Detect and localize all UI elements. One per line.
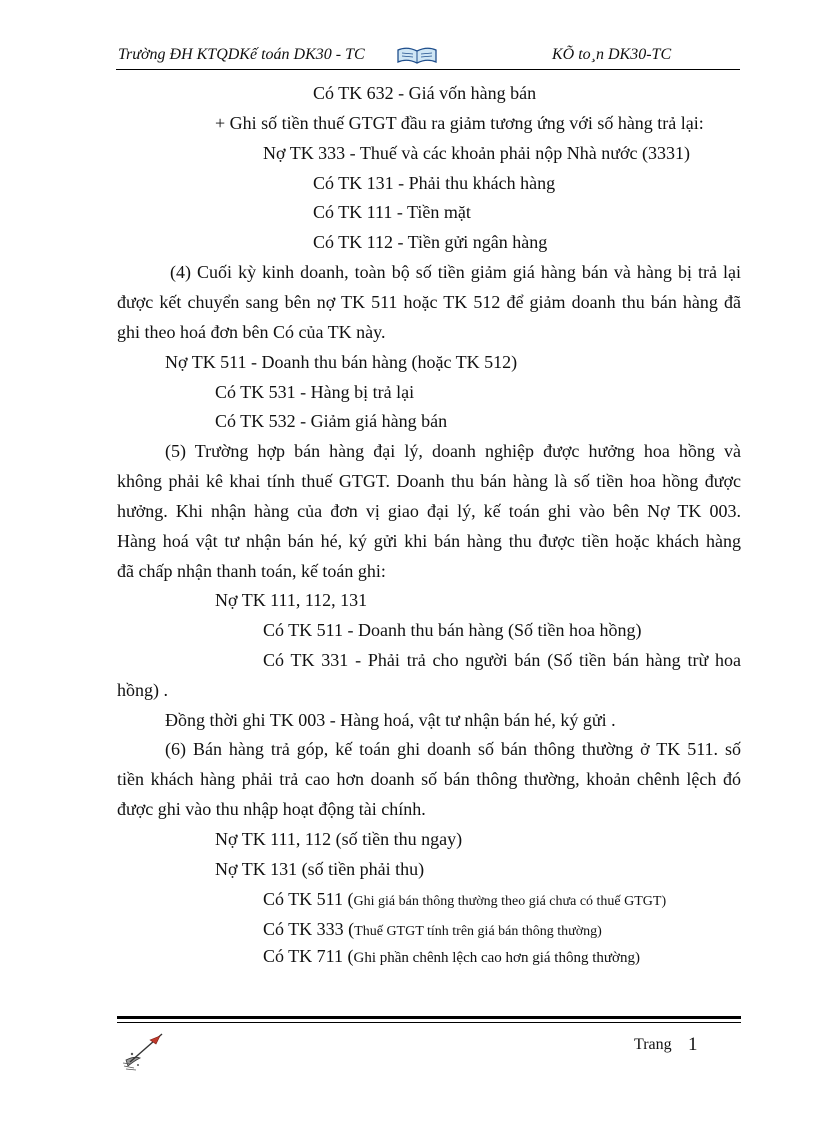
footer-page-number: 1 [688,1034,698,1055]
header-right-text: KÕ to¸n DK30-TC [552,46,672,63]
footer-page-label: Trang [634,1036,672,1053]
entry-lead: Có TK 511 ( [263,889,354,909]
text-line: Có TK 531 - Hàng bị trả lại [215,382,415,402]
text-line: Đồng thời ghi TK 003 - Hàng hoá, vật tư nhận bán hé, ký gửi . [165,710,616,730]
text-line: Nợ TK 333 - Thuế và các khoản phải nộp Nhà nước (3331) [263,143,691,163]
text-line: Nợ TK 131 (số tiền phải thu) [215,859,425,879]
text-line: không phải kê khai tính thuế GTGT. Doanh thu bán hàng là số tiền hoa hồng được [117,471,741,491]
text-line: Có TK 131 - Phải thu khách hàng [313,173,556,193]
text-line: được kết chuyển sang bên nợ TK 511 hoặc TK 512 để giảm doanh thu bán hàng đã [117,292,741,312]
text-line: ghi theo hoá đơn bên Có của TK này. [117,322,386,342]
text-line: + Ghi số tiền thuế GTGT đầu ra giảm tương ứng với số hàng trả lại: [215,113,704,133]
text-line: Có TK 112 - Tiền gửi ngân hàng [313,232,548,252]
entry-note: Ghi giá bán thông thường theo giá chưa có thuế GTGT) [353,894,667,909]
entry-lead: Có TK 711 ( [263,946,354,966]
text-line: Có TK 111 - Tiền mặt [313,202,471,222]
text-line: (6) Bán hàng trả góp, kế toán ghi doanh số bán thông thường ở TK 511. số [165,739,741,759]
text-line: hưởng. Khi nhận hàng của đơn vị giao đại lý, kế toán ghi vào bên Nợ TK 003. [117,501,741,521]
text-line: Có TK 532 - Giảm giá hàng bán [215,411,448,431]
text-line: Nợ TK 111, 112 (số tiền thu ngay) [215,829,463,849]
text-line-with-note [263,888,666,913]
text-line: Hàng hoá vật tư nhận bán hé, ký gửi khi bán hàng thu được tiền hoặc khách hàng [117,531,741,551]
entry-lead: Có TK 333 ( [263,919,355,939]
text-line: hồng) . [117,680,168,700]
footer-rule-thick [117,1016,741,1019]
footer-rule-thin [117,1022,741,1023]
text-line-with-note [263,945,640,969]
text-line: Nợ TK 111, 112, 131 [215,590,368,610]
text-line: Có TK 632 - Giá vốn hàng bán [313,83,537,103]
text-line: (4) Cuối kỳ kinh doanh, toàn bộ số tiền giảm giá hàng bán và hàng bị trả lại [170,262,741,282]
text-line: Nợ TK 511 - Doanh thu bán hàng (hoặc TK 512) [165,352,518,372]
text-line-with-note [263,918,602,943]
text-line: Có TK 331 - Phải trả cho người bán (Số tiền bán hàng trừ hoa [263,650,741,670]
text-line: đã chấp nhận thanh toán, kế toán ghi: [117,561,386,581]
entry-note: Thuế GTGT tính trên giá bán thông thường) [354,924,602,939]
header-left-text: Trường ĐH KTQDKế toán DK30 - TC [118,46,365,63]
text-line: tiền khách hàng phải trả cao hơn doanh số bán thông thường, khoản chênh lệch đó [117,769,741,789]
quill-pen-icon [120,1030,168,1072]
text-line: được ghi vào thu nhập hoạt động tài chính. [117,799,426,819]
text-line: Có TK 511 - Doanh thu bán hàng (Số tiền hoa hồng) [263,620,642,640]
text-line: (5) Trường hợp bán hàng đại lý, doanh nghiệp được hưởng hoa hồng và [165,441,741,461]
entry-note: Ghi phần chênh lệch cao hơn giá thông thường) [353,950,640,966]
